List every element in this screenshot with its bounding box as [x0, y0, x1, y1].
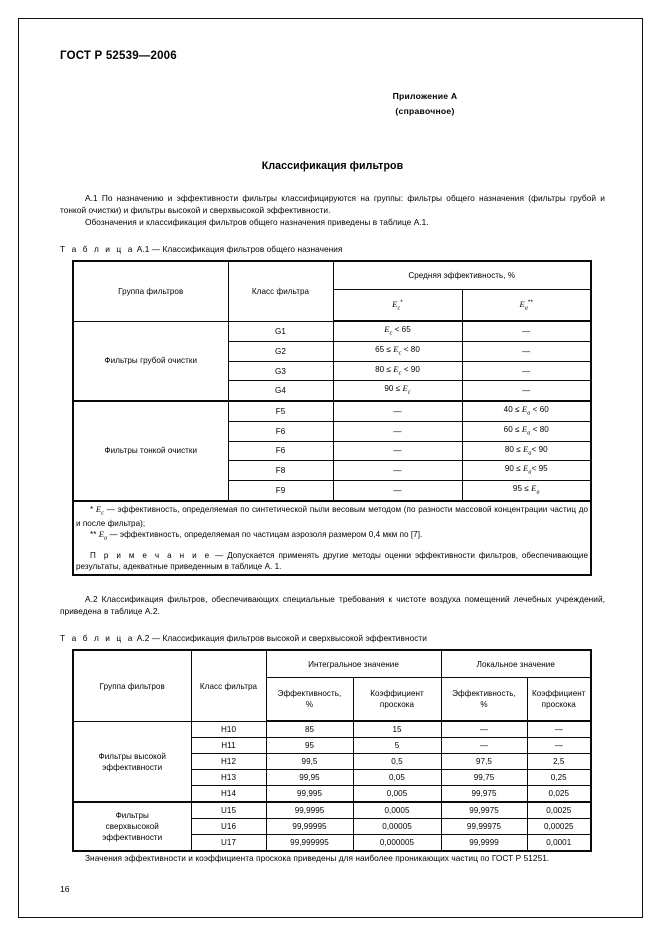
table-a1-foot: [73, 501, 591, 575]
th-local: Локальное значение: [441, 650, 591, 678]
footnote-2-text: ** $E_а$ — эффективность, определяемая по частицам аэрозоля размером 0,4 мкм по [7].: [90, 529, 423, 543]
cell-ea-value: —: [462, 361, 591, 381]
cell-ec-value: —: [333, 461, 462, 481]
cell-integral-efficiency: 85: [266, 721, 353, 738]
cell-filter-class: H11: [191, 738, 266, 754]
th-le-l1: Эффективность,: [452, 689, 516, 699]
th-ie-l1: Эффективность,: [277, 689, 342, 699]
table-a2-head: [73, 650, 591, 721]
cell-local-penetration: 0,025: [527, 786, 591, 803]
table1-caption-text: Классификация фильтров общего назначения: [162, 244, 343, 255]
cell-integral-efficiency: 99,995: [266, 786, 353, 803]
cell-filter-class: H12: [191, 754, 266, 770]
th-group: Группа фильтров: [73, 650, 191, 721]
cell-ec-value: $80 \le E_с < 90$: [333, 361, 462, 381]
table-row: [73, 721, 591, 738]
cell-filter-class: H13: [191, 770, 266, 786]
th-ec: [333, 290, 462, 322]
cell-filter-class: F6: [228, 441, 333, 461]
table1-caption-number: А.1: [136, 244, 150, 255]
cell-local-efficiency: 99,75: [441, 770, 527, 786]
cell-filter-class: G2: [228, 342, 333, 362]
th-ea-symbol: E: [519, 299, 525, 310]
table1-caption-prefix: Т а б л и ц а: [60, 244, 135, 255]
table1-note: [76, 550, 588, 572]
cell-integral-efficiency: 99,99995: [266, 819, 353, 835]
paragraph-a2-text: А.2 Классификация фильтров, обеспечивающих специальные требования к чистоте воздуха помещений лечебных учреждений, приведена в таблице А.2.: [60, 594, 605, 617]
cell-ea-value: —: [462, 381, 591, 401]
cell-integral-efficiency: 99,5: [266, 754, 353, 770]
table2-caption-text: Классификация фильтров высокой и сверхвысокой эффективности: [162, 633, 427, 644]
table1-notes-cell: [73, 501, 591, 575]
th-ec-sub: с: [397, 304, 401, 312]
page-number: 16: [60, 884, 70, 895]
table1-caption: [60, 244, 605, 254]
table-row: [73, 501, 591, 575]
th-local-penetration: [527, 678, 591, 722]
table-a1-head: [73, 261, 591, 321]
cell-integral-penetration: 0,00005: [353, 819, 441, 835]
annex-header: [245, 89, 605, 119]
cell-ea-value: $95 \le E_а$: [462, 481, 591, 501]
th-ie-l2: %: [305, 700, 314, 710]
cell-filter-class: F9: [228, 481, 333, 501]
cell-integral-efficiency: 99,95: [266, 770, 353, 786]
cell-filter-class: U16: [191, 819, 266, 835]
note-dash: —: [215, 551, 224, 561]
paragraph-closing: [60, 852, 605, 864]
th-ik-l2: проскока: [379, 700, 415, 710]
document-code: ГОСТ Р 52539—2006: [60, 50, 177, 62]
cell-local-efficiency: —: [441, 738, 527, 754]
table2-caption: [60, 633, 605, 643]
cell-ec-value: —: [333, 481, 462, 501]
cell-local-penetration: 0,25: [527, 770, 591, 786]
cell-local-efficiency: 99,99975: [441, 819, 527, 835]
cell-integral-efficiency: 95: [266, 738, 353, 754]
table-a1: [72, 260, 592, 576]
cell-ea-value: $90 \le E_а< 95$: [462, 461, 591, 481]
cell-ec-value: —: [333, 441, 462, 461]
page-title: Классификация фильтров: [261, 160, 404, 172]
cell-filter-class: G3: [228, 361, 333, 381]
th-class: Класс фильтра: [228, 261, 333, 321]
footnote-1: [76, 504, 588, 530]
th-le-l2: %: [480, 700, 488, 710]
cell-integral-penetration: 0,0005: [353, 802, 441, 819]
th-ea: [462, 290, 591, 322]
cell-ec-value: —: [333, 401, 462, 421]
footnote-1-text: * $E_с$ — эффективность, определяемая по синтетической пыли весовым методом (по разности массовой концентрации частиц до и после фильтра);: [76, 503, 589, 529]
cell-local-efficiency: 99,9975: [441, 802, 527, 819]
table2-caption-number: А.2: [136, 633, 150, 644]
footnote-2: [76, 529, 588, 544]
paragraph-a1-text: А.1 По назначению и эффективности фильтры классифицируются на группы: фильтры общего назначения (фильтры грубой и тонкой очистки) и фильтры высокой и сверхвысокой эффективности.: [60, 193, 605, 216]
cell-local-penetration: 0,0025: [527, 802, 591, 819]
note-text: Допускается применять другие методы оценки эффективности фильтров, обеспечивающие результаты, адекватные приведенным в таблице А. 1.: [76, 551, 588, 572]
cell-integral-penetration: 0,05: [353, 770, 441, 786]
cell-ea-value: $80 \le E_а< 90$: [462, 441, 591, 461]
table2-caption-prefix: Т а б л и ц а: [60, 633, 135, 644]
paragraph-a1b-text: Обозначения и классификация фильтров общего назначения приведены в таблице А.1.: [85, 217, 429, 228]
th-integral-efficiency: [266, 678, 353, 722]
cell-group-name: Фильтры высокой эффективности: [73, 721, 191, 802]
table-a1-body: [73, 321, 591, 500]
cell-filter-class: F6: [228, 421, 333, 441]
th-integral-penetration: [353, 678, 441, 722]
cell-filter-class: U15: [191, 802, 266, 819]
cell-integral-penetration: 0,000005: [353, 835, 441, 852]
paragraph-a2: [60, 593, 605, 617]
th-group: Группа фильтров: [73, 261, 228, 321]
th-lk-l1: Коэффициент: [531, 689, 586, 699]
table-a2: [72, 649, 592, 852]
table1-caption-dash: —: [151, 244, 161, 255]
cell-group-name: Фильтры грубой очистки: [73, 321, 228, 401]
paragraph-a1: [60, 192, 605, 216]
paragraph-closing-text: Значения эффективности и коэффициента проскока приведены для наиболее проникающих частиц по ГОСТ Р 51251.: [85, 853, 550, 864]
th-class: Класс фильтра: [191, 650, 266, 721]
annex-title: Приложение А: [392, 91, 458, 101]
cell-ec-value: $90 \le E_с$: [333, 381, 462, 401]
th-ea-sub: а: [524, 304, 528, 312]
table-row: [73, 321, 591, 341]
th-integral: Интегральное значение: [266, 650, 441, 678]
cell-filter-class: F8: [228, 461, 333, 481]
table-row: [73, 401, 591, 421]
cell-local-penetration: 0,00025: [527, 819, 591, 835]
cell-local-penetration: —: [527, 721, 591, 738]
cell-integral-efficiency: 99,9995: [266, 802, 353, 819]
cell-group-name: Фильтры тонкой очистки: [73, 401, 228, 501]
cell-ea-value: —: [462, 342, 591, 362]
cell-filter-class: G1: [228, 321, 333, 341]
paragraph-a1b: [60, 216, 605, 228]
cell-integral-penetration: 15: [353, 721, 441, 738]
th-ea-footnote-mark: **: [527, 298, 534, 306]
cell-local-efficiency: 99,975: [441, 786, 527, 803]
th-ec-symbol: E: [392, 299, 398, 310]
page-content: [60, 50, 605, 894]
cell-local-penetration: 0,0001: [527, 835, 591, 852]
th-local-efficiency: [441, 678, 527, 722]
cell-integral-penetration: 5: [353, 738, 441, 754]
cell-integral-efficiency: 99,999995: [266, 835, 353, 852]
table-a2-body: [73, 721, 591, 851]
cell-group-name: Фильтры сверхвысокой эффективности: [73, 802, 191, 851]
th-ik-l1: Коэффициент: [370, 689, 424, 699]
cell-integral-penetration: 0,005: [353, 786, 441, 803]
cell-filter-class: F5: [228, 401, 333, 421]
cell-ea-value: $40 \le E_а < 60$: [462, 401, 591, 421]
cell-local-penetration: 2,5: [527, 754, 591, 770]
cell-filter-class: G4: [228, 381, 333, 401]
cell-filter-class: U17: [191, 835, 266, 852]
table2-caption-dash: —: [151, 633, 161, 644]
cell-ec-value: $E_с < 65$: [333, 321, 462, 341]
cell-local-efficiency: —: [441, 721, 527, 738]
cell-local-efficiency: 99,9999: [441, 835, 527, 852]
th-lk-l2: проскока: [541, 700, 576, 710]
cell-ec-value: $65 \le E_с < 80$: [333, 342, 462, 362]
cell-filter-class: H14: [191, 786, 266, 803]
table-row: [73, 650, 591, 678]
table-row: [73, 261, 591, 290]
cell-local-penetration: —: [527, 738, 591, 754]
table-row: [73, 802, 591, 819]
cell-integral-penetration: 0,5: [353, 754, 441, 770]
note-label: П р и м е ч а н и е: [90, 551, 212, 561]
cell-filter-class: H10: [191, 721, 266, 738]
cell-local-efficiency: 97,5: [441, 754, 527, 770]
th-efficiency: Средняя эффективность, %: [333, 261, 591, 290]
cell-ec-value: —: [333, 421, 462, 441]
annex-kind: (справочное): [395, 106, 455, 116]
cell-ea-value: —: [462, 321, 591, 341]
th-ec-footnote-mark: *: [400, 298, 403, 306]
cell-ea-value: $60 \le E_а < 80$: [462, 421, 591, 441]
